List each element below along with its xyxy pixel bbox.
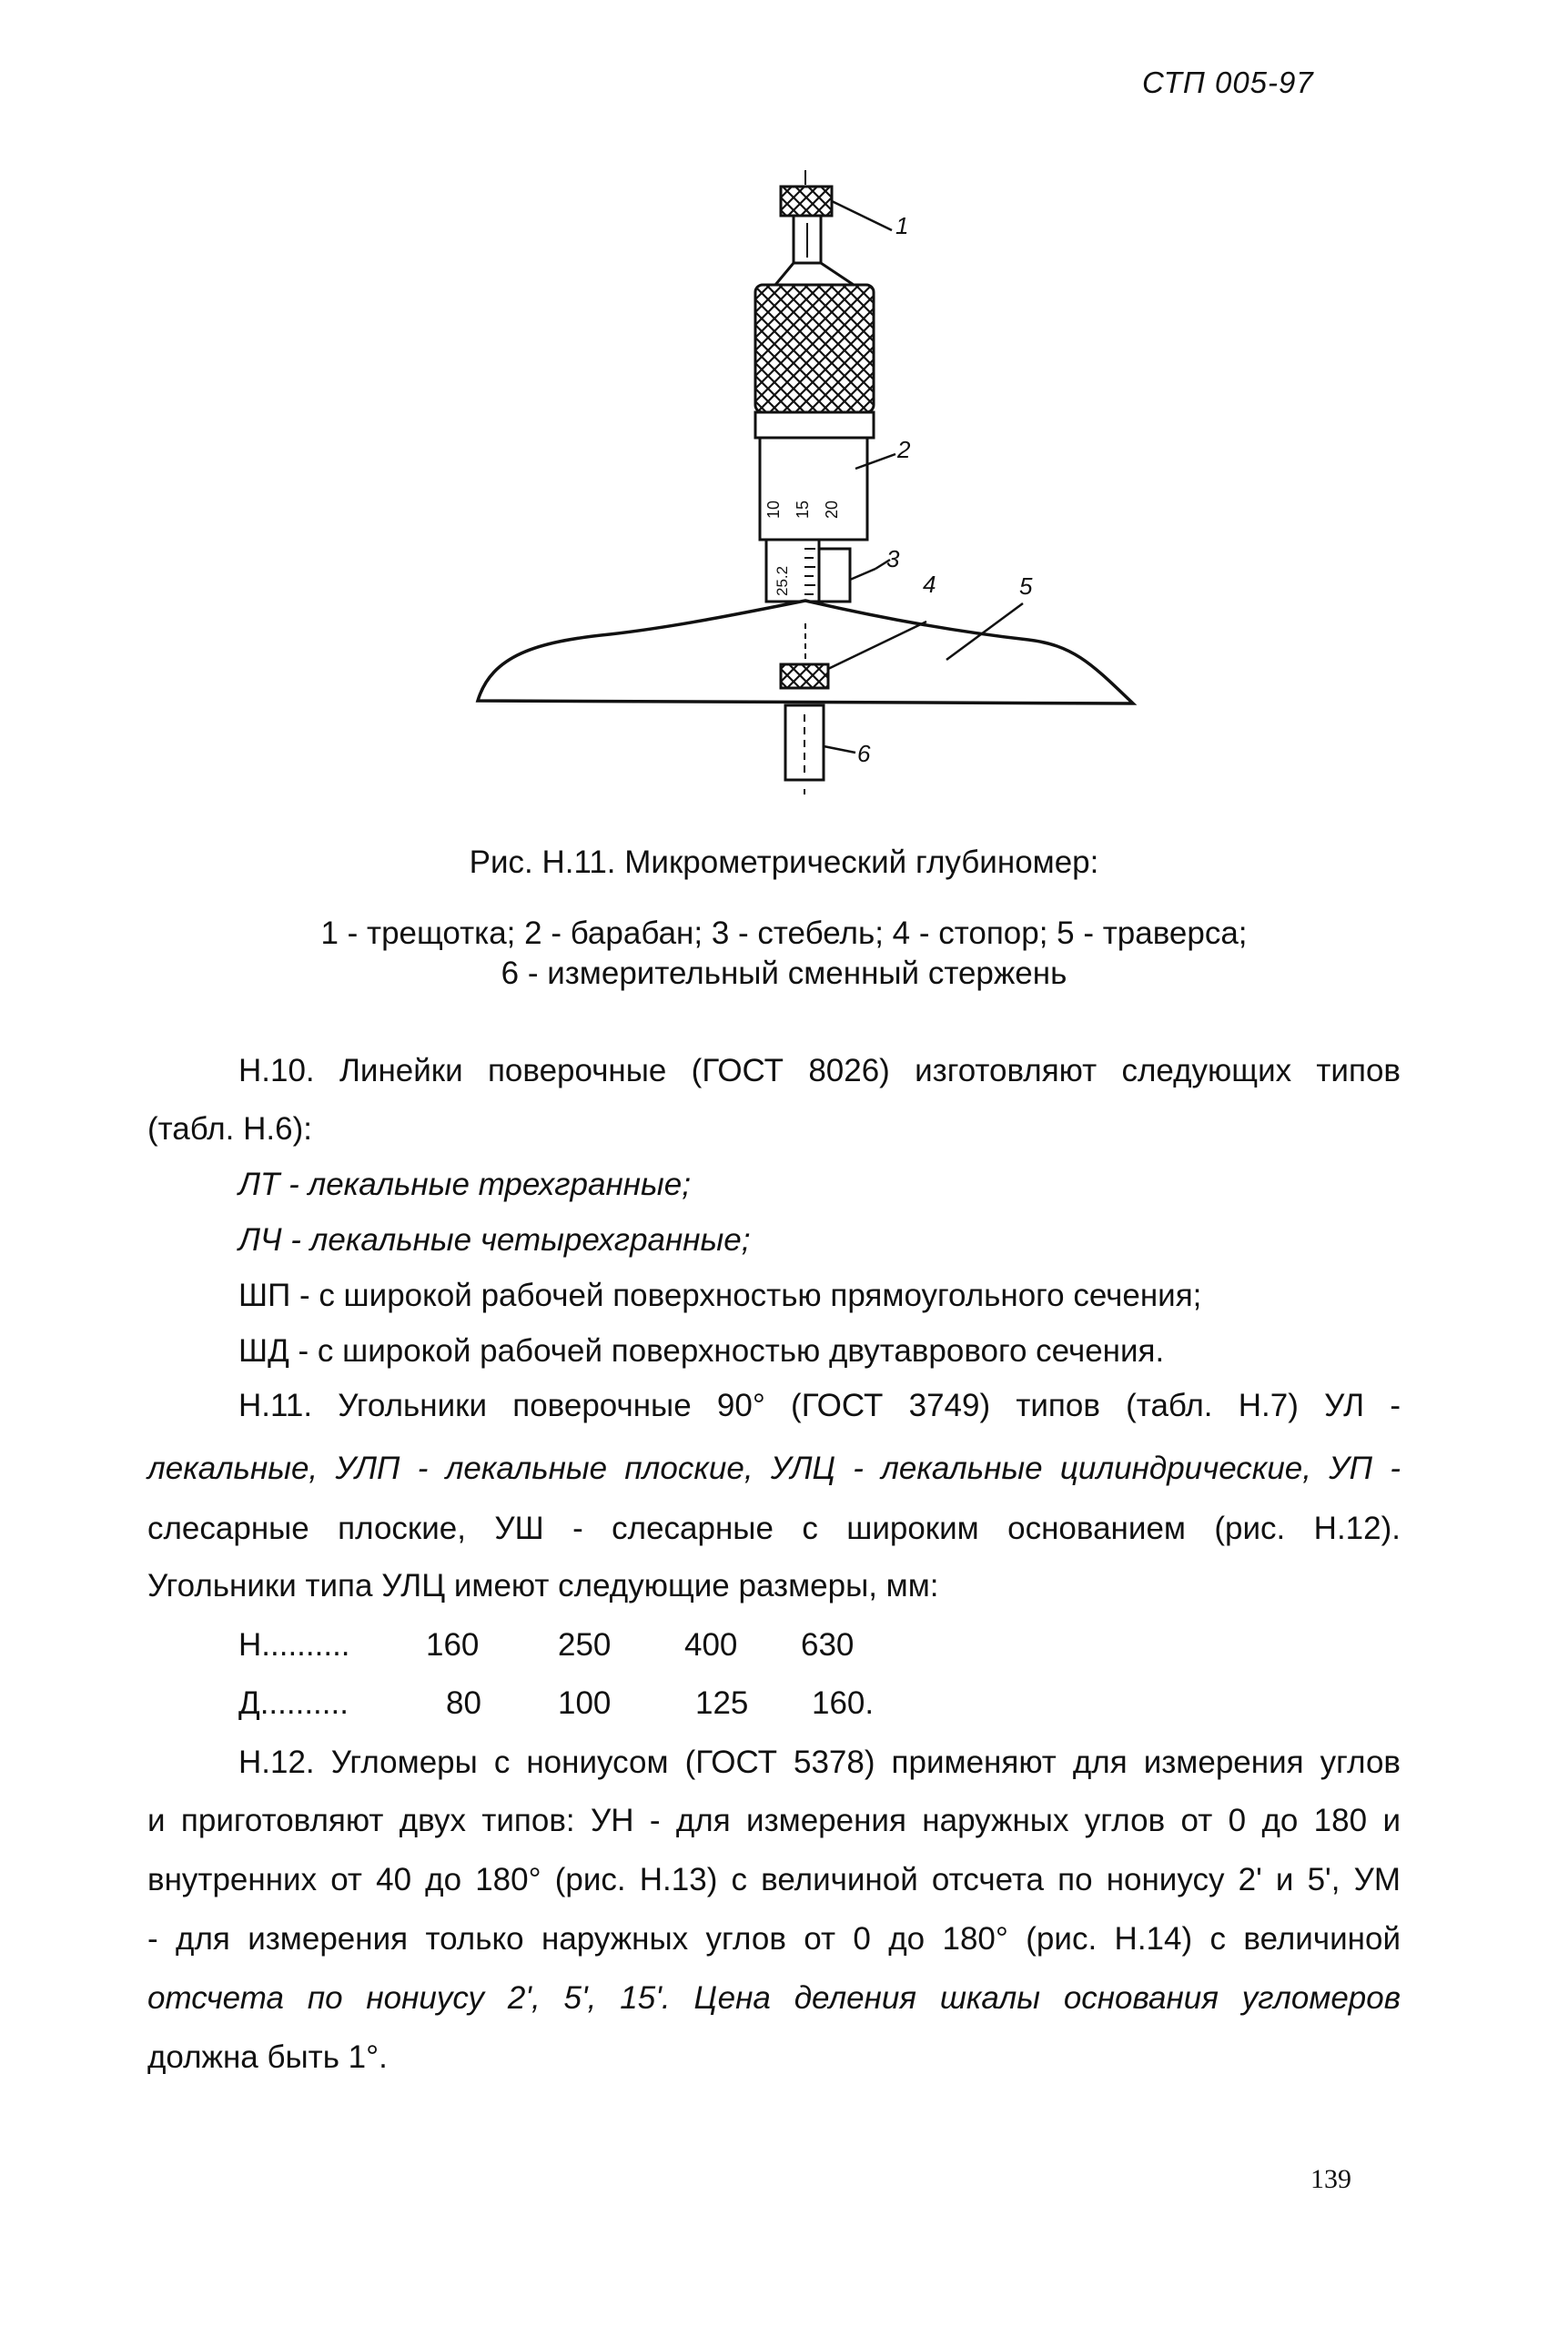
callout-label: 2 — [897, 436, 911, 463]
figure-caption-line: 6 - измерительный сменный стержень — [501, 956, 1067, 991]
page-number: 139 — [1310, 2164, 1351, 2194]
size-value: 125 — [695, 1685, 749, 1721]
callout-label: 6 — [857, 740, 871, 767]
ruler-type-code: ЛТ — [238, 1167, 280, 1202]
size-row-label-h: Н.......... — [238, 1627, 350, 1663]
ruler-type-item — [238, 1278, 1201, 1314]
paragraph-h11-line: слесарные плоские, УШ - слесарные с широким основанием (рис. Н.12). — [147, 1511, 1401, 1546]
callout-label: 3 — [886, 545, 900, 572]
paragraph-h12-line: внутренних от 40 до 180° (рис. Н.13) с величиной отсчета по нониусу 2' и 5', УМ — [147, 1862, 1401, 1897]
ruler-type-code: ЛЧ — [238, 1222, 282, 1258]
ruler-type-code: ШД — [238, 1333, 289, 1369]
drum-scale-mark: 20 — [823, 500, 841, 519]
size-value: 400 — [684, 1627, 738, 1663]
stem-part — [766, 540, 850, 602]
ruler-type-item — [238, 1167, 691, 1203]
paragraph-h10-line: Н.10. Линейки поверочные (ГОСТ 8026) изготовляют следующих типов — [238, 1053, 1401, 1088]
ruler-type-item — [238, 1333, 1164, 1370]
size-value: 80 — [446, 1685, 481, 1721]
figure-caption-line: 1 - трещотка; 2 - барабан; 3 - стебель; 4 - стопор; 5 - траверса; — [320, 916, 1248, 951]
paragraph-h11-line: Угольники типа УЛЦ имеют следующие размеры, мм: — [147, 1568, 939, 1604]
size-value: 160 — [426, 1627, 480, 1663]
ruler-type-code: ШП — [238, 1278, 291, 1313]
ratchet-part — [781, 170, 832, 263]
paragraph-h10-line: (табл. Н.6): — [147, 1111, 312, 1147]
drum-scale-mark: 10 — [764, 500, 783, 519]
paragraph-h12-line: отсчета по нониусу 2', 5', 15'. Цена деления шкалы основания угломеров — [147, 1980, 1401, 2016]
size-value: 100 — [558, 1685, 612, 1721]
ruler-type-text: - с широкой рабочей поверхностью прямоугольного сечения; — [290, 1278, 1202, 1313]
size-value: 630 — [801, 1627, 855, 1663]
ruler-type-text: - лекальные четырехгранные; — [281, 1222, 751, 1258]
size-value: 160. — [812, 1685, 875, 1721]
callout-label: 1 — [895, 212, 909, 239]
paragraph-h12-line: должна быть 1°. — [147, 2039, 388, 2075]
drum-part — [755, 263, 874, 540]
size-value: 250 — [558, 1627, 612, 1663]
document-code: СТП 005-97 — [1142, 66, 1314, 99]
figure-caption-title: Рис. Н.11. Микрометрический глубиномер: — [469, 845, 1099, 880]
callout-label: 5 — [1019, 572, 1033, 600]
ruler-type-text: - с широкой рабочей поверхностью двутаврового сечения. — [288, 1333, 1165, 1369]
size-row-label-d: Д.......... — [238, 1685, 349, 1721]
ruler-type-text: - лекальные трехгранные; — [279, 1167, 691, 1202]
rod-part — [785, 705, 824, 794]
stem-scale-mark: 25.2 — [774, 565, 791, 596]
callout-label: 4 — [923, 571, 936, 598]
drum-scale-mark: 15 — [794, 500, 812, 519]
stopper-part — [781, 664, 828, 688]
paragraph-h12-line: Н.12. Угломеры с нониусом (ГОСТ 5378) применяют для измерения углов — [238, 1745, 1401, 1780]
paragraph-h11-line: Н.11. Угольники поверочные 90° (ГОСТ 3749) типов (табл. Н.7) УЛ - — [238, 1388, 1401, 1423]
paragraph-h12-line: - для измерения только наружных углов от 0 до 180° (рис. Н.14) с величиной — [147, 1921, 1401, 1957]
ruler-type-item — [238, 1222, 750, 1259]
paragraph-h11-line: лекальные, УЛП - лекальные плоские, УЛЦ - лекальные цилиндрические, УП - — [147, 1451, 1401, 1486]
depth-gauge-figure — [437, 159, 1165, 814]
paragraph-h12-line: и приготовляют двух типов: УН - для измерения наружных углов от 0 до 180 и — [147, 1803, 1401, 1838]
